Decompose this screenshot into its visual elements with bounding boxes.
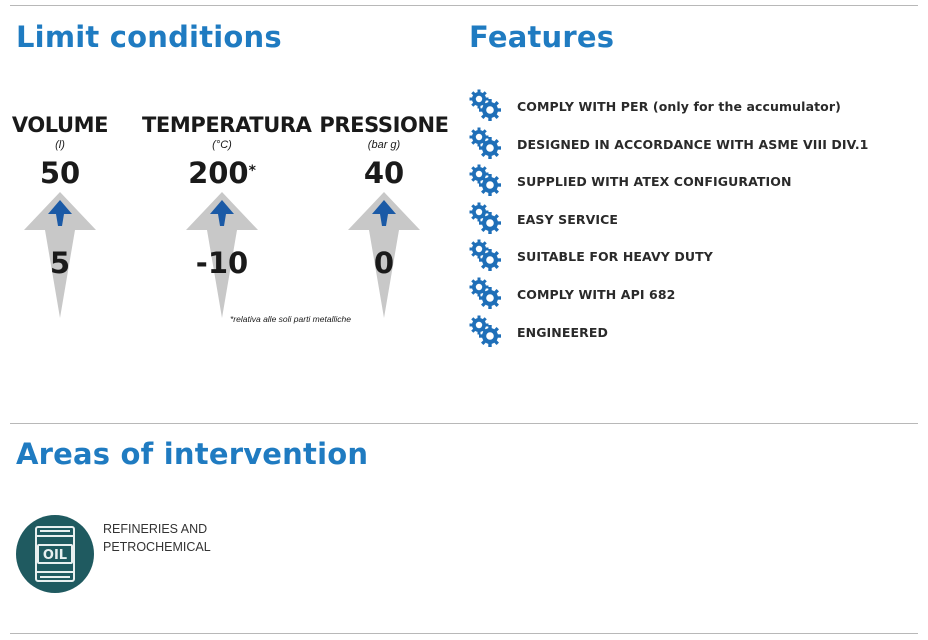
limit-title: VOLUME [11,113,109,137]
features-heading: Features [469,20,615,54]
limit-unit: (bar g) [367,139,401,151]
range-arrow [186,158,258,318]
bottom-divider [10,633,918,634]
feature-label: COMPLY WITH API 682 [517,286,676,302]
range-arrow [24,158,96,318]
oil-icon-text: OIL [42,548,68,563]
footnote-mark: * [248,163,256,179]
limit-title: PRESSIONE [319,113,449,137]
limit-title: TEMPERATURA [142,113,312,137]
gears-icon [468,314,502,348]
limit-unit: (°C) [212,139,232,151]
oil-barrel-icon [15,514,95,594]
limit-conditions-heading: Limit conditions [16,20,282,54]
limit-column-pressione [304,112,464,280]
limit-min-value: -10 [195,246,249,280]
areas-heading: Areas of intervention [16,437,369,471]
temperature-footnote: *relativa alle soli parti metalliche [230,314,351,324]
limit-min-value: 0 [373,246,395,280]
gears-icon [468,276,502,310]
limit-max-value: 40 [363,156,405,190]
limit-min-value: 5 [49,246,71,280]
feature-label: ENGINEERED [517,324,608,340]
feature-label: DESIGNED IN ACCORDANCE WITH ASME VIII DIV.1 [517,136,869,152]
gears-icon [468,126,502,160]
gears-icon [468,201,502,235]
limit-column-volume [0,112,140,280]
feature-label: SUITABLE FOR HEAVY DUTY [517,249,713,265]
limit-max-value: 50 [39,156,81,190]
section-divider [10,423,918,424]
limit-max-value: 200* [188,156,256,190]
gears-icon [468,238,502,272]
feature-label: EASY SERVICE [517,211,619,227]
range-arrow [348,158,420,318]
limit-unit: (l) [55,139,65,151]
gears-icon [468,163,502,197]
limit-column-temperatura [142,112,312,280]
top-divider [10,5,918,6]
feature-label: COMPLY WITH PER (only for the accumulator) [517,99,841,114]
feature-label: SUPPLIED WITH ATEX CONFIGURATION [517,174,792,190]
gears-icon [468,88,502,122]
area-label: REFINERIES AND PETROCHEMICAL [103,522,211,554]
